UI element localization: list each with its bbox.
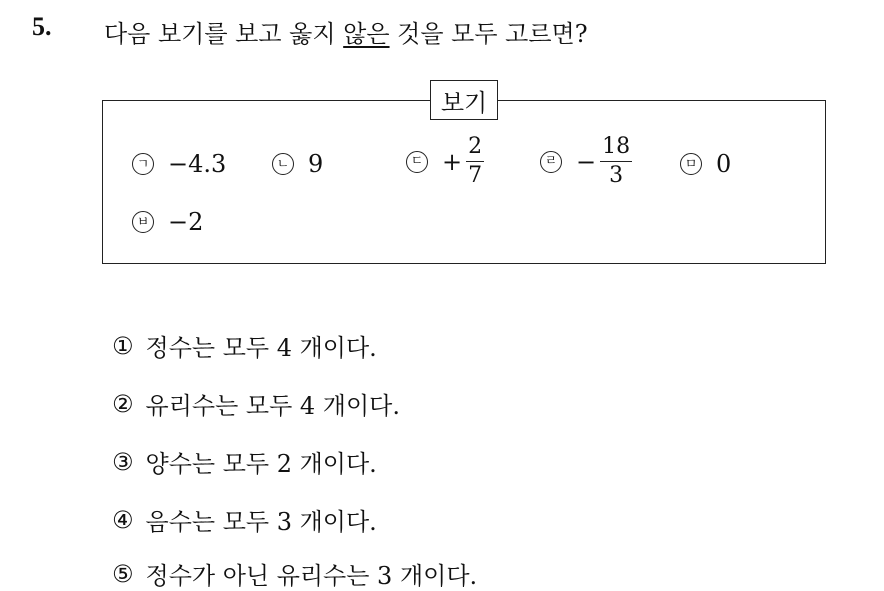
choice-number: ③ — [112, 447, 134, 476]
answer-choice-1[interactable] — [112, 328, 377, 363]
answer-choice-2[interactable] — [112, 386, 400, 421]
choice-text: 정수가 아닌 유리수는 3 개이다. — [145, 562, 478, 590]
item-mark: ㅁ — [680, 153, 702, 175]
choice-text: 정수는 모두 4 개이다. — [145, 334, 377, 362]
choice-number: ① — [112, 331, 134, 360]
fraction-numerator: 18 — [600, 136, 632, 162]
fraction-denominator: 7 — [468, 163, 483, 188]
choice-text: 양수는 모두 2 개이다. — [145, 450, 377, 478]
item-mark: ㅂ — [132, 211, 154, 233]
fraction-denominator: 3 — [609, 163, 624, 188]
item-mark: ㄷ — [406, 151, 428, 173]
answer-choice-3[interactable] — [112, 444, 377, 479]
item-mark: ㄱ — [132, 153, 154, 175]
choice-text: 음수는 모두 3 개이다. — [145, 508, 377, 536]
item-value: −2 — [168, 208, 204, 236]
answer-choice-4[interactable] — [112, 502, 377, 537]
item-value: 0 — [716, 150, 732, 178]
choice-number: ⑤ — [112, 559, 134, 588]
example-item-b — [272, 150, 323, 178]
choice-number: ② — [112, 389, 134, 418]
choice-text: 유리수는 모두 4 개이다. — [145, 392, 400, 420]
question-stem — [104, 14, 588, 49]
item-value: −4.3 — [168, 150, 227, 178]
item-value: 9 — [308, 150, 324, 178]
stem-text-after: 것을 모두 고르면? — [389, 20, 588, 48]
item-sign: − — [576, 147, 597, 176]
choice-number: ④ — [112, 505, 134, 534]
example-box-title: 보기 — [430, 80, 498, 120]
stem-underlined-word: 않은 — [343, 20, 390, 48]
example-item-a — [132, 150, 226, 178]
item-fraction — [600, 136, 632, 187]
item-mark: ㄴ — [272, 153, 294, 175]
item-fraction — [466, 136, 484, 187]
example-item-e — [680, 150, 731, 178]
question-number: 5. — [32, 12, 52, 41]
example-item-f — [132, 208, 203, 236]
example-item-c — [406, 136, 484, 187]
fraction-numerator: 2 — [466, 136, 484, 162]
item-mark: ㄹ — [540, 151, 562, 173]
stem-text-before: 다음 보기를 보고 옳지 — [104, 20, 344, 48]
item-sign: + — [442, 147, 463, 176]
example-item-d — [540, 136, 632, 187]
